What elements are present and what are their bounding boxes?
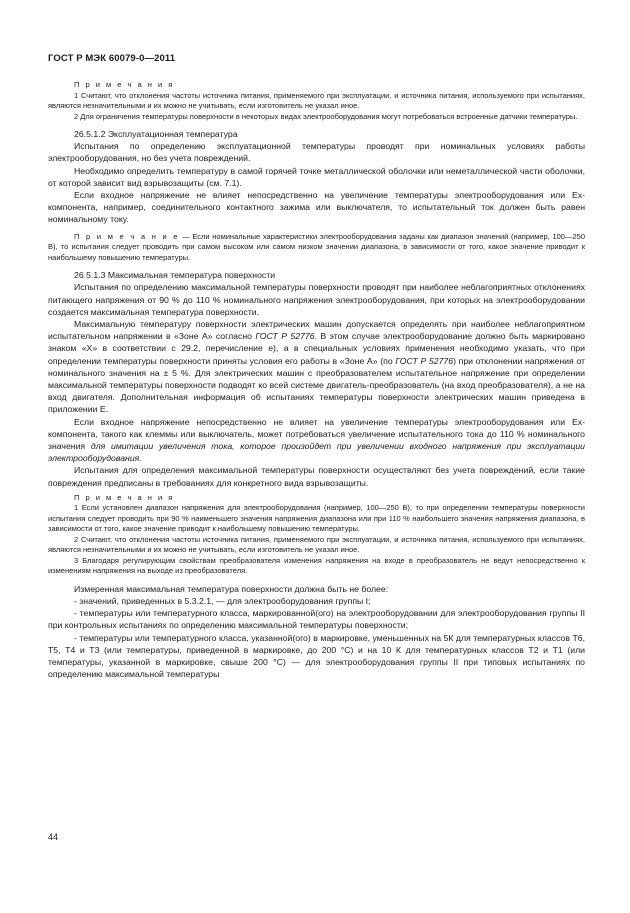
note-paragraph: 2 Для ограничения температуры поверхности в некоторых видах электрооборудования могут потребоваться встроенные датчики температуры.: [74, 111, 578, 121]
note-label: П р и м е ч а н и е: [74, 231, 180, 241]
body-paragraph: Испытания для определения максимальной температуры поверхности осуществляют без учета повреждений, если такие повреждения предписаны в требованиях для конкретного вида взрывозащиты.: [48, 465, 585, 488]
note-paragraph: 1 Если установлен диапазон напряжения для электрооборудования (например, 100—250 В), то при определении температуры поверхности испытания следует проводить при 90 % наименьшего значения напряжения диапазона или при 110 % наибольшего значения напряжения диапазона, в зависимости от того, какое значение приводит к наибольшему повышению температуры.: [48, 503, 585, 534]
body-paragraph: Испытания по определению эксплуатационной температуры проводят при номинальных условиях работы электрооборудования, но без учета повреждений.: [48, 141, 585, 164]
page-content: [48, 80, 585, 680]
text-run: ) при отклонении напряжения от номинального значения на ± 5 %. Для электрических машин с преобразователем испытательное напряжение при определении максимальной температуры поверхности подводят ко всей системе двигатель-преобразователь (на вход преобразователя), а не на вход двигателя. Дополнительная информация об испытаниях температуры поверхности электрических машин приведена в приложении Е.: [48, 355, 585, 415]
note-paragraph: [48, 232, 585, 264]
body-paragraph: Если входное напряжение не влияет непосредственно на увеличение температуры электрооборудования или Ex-компонента, например, соединительного контактного зажима или выключателя, то испытательный ток должен быть равен номинальному току.: [48, 190, 585, 225]
notes-heading: П р и м е ч а н и я: [74, 80, 175, 89]
note-text: — Если номинальные характеристики электрооборудования заданы как диапазон значений (например, 100—250 В), то испытания следует проводить при самом высоком или самом низком значении диапазона, в зависимости от того, какое значение приводит к наибольшему повышению температуры.: [48, 231, 585, 262]
note-paragraph: 2 Считают, что отклонения частоты источника питания, применяемого при эксплуатации, и источника питания, используемого при испытаниях, являются незначительными и их можно не учитывать, если изготовитель не указал иное.: [48, 534, 585, 555]
text-run: . В этом случае электрооборудование должно быть маркировано знаком «X» в соответствии с 29.2, перечисление е), а в специальных условиях применения необходимо указать, что при определении температуры поверхности приняты условия его работы в «Зоне А» (по: [48, 331, 586, 366]
list-item: - значений, приведенных в 5.3.2.1, — для электрооборудования группы I;: [74, 595, 371, 606]
body-paragraph: Необходимо определить температуру в самой горячей точке металлической оболочки или неметаллической части оболочки, от которой зависит вид взрывозащиты (см. 7.1).: [48, 165, 585, 188]
italic-text: для имитации увеличения тока, которое произойдет при увеличении входного напряжения при эксплуатации электрооборудования.: [48, 440, 585, 464]
standard-reference: ГОСТ Р 52776: [255, 331, 315, 342]
note-paragraph: 3 Благодаря регулирующим свойствам преобразователя изменения напряжения на входе в преобразователь не ведут непосредственно к изменениям напряжения на выходе из преобразователя.: [48, 555, 585, 576]
page-number: 44: [48, 832, 59, 842]
text-run: Если входное напряжение непосредственно не влияет на увеличение температуры электрооборудования или Ex-компонента, такого как клеммы или выключатель, может потребоваться увеличение испытательного тока до 110 % номинального значения: [48, 416, 585, 451]
body-paragraph: Измеренная максимальная температура поверхности должна быть не более:: [74, 583, 389, 594]
list-item: - температуры или температурного класса, маркированной(ого) на электрооборудовании для электрооборудования группы II при контрольных испытаниях по определению максимальной температуры поверхности;: [48, 608, 585, 631]
page-header: ГОСТ Р МЭК 60079-0—2011: [48, 53, 176, 64]
section-heading: 26.5.1.3 Максимальная температура поверхности: [74, 270, 276, 281]
text-run: Максимальную температуру поверхности электрических машин допускается определять при наиболее неблагоприятном испытательном напряжении в «Зоне А» согласно: [48, 318, 585, 342]
body-paragraph: [48, 318, 585, 416]
body-paragraph: [48, 416, 585, 465]
notes-heading: П р и м е ч а н и я: [74, 492, 175, 502]
body-paragraph: Испытания по определению максимальной температуры поверхности проводят при наиболее неблагоприятных отклонениях питающего напряжения от 90 % до 110 % номинального напряжения электрооборудования, при которых на электрооборудовании создается максимальная температура поверхности.: [48, 282, 585, 317]
section-heading: 26.5.1.2 Эксплуатационная температура: [74, 129, 238, 139]
list-item: - температуры или температурного класса, указанной(ого) в маркировке, уменьшенных на 5К для температурных классов Т6, Т5, Т4 и Т3 (или температуры, приведенной в маркировке, до 200 °С) и на 10 К для температурных классов Т2 и Т1 (или температуры, указанной в маркировке, свыше 200 °С) — для электрооборудования группы II при типовых испытаниях по определению максимальной температуры: [48, 632, 585, 680]
note-paragraph: 1 Считают, что отклонения частоты источника питания, применяемого при эксплуатации, и источника питания, используемого при испытаниях, являются незначительными и их можно не учитывать, если изготовитель не указал иное.: [48, 90, 585, 110]
standard-reference: ГОСТ Р 52776: [395, 355, 454, 366]
